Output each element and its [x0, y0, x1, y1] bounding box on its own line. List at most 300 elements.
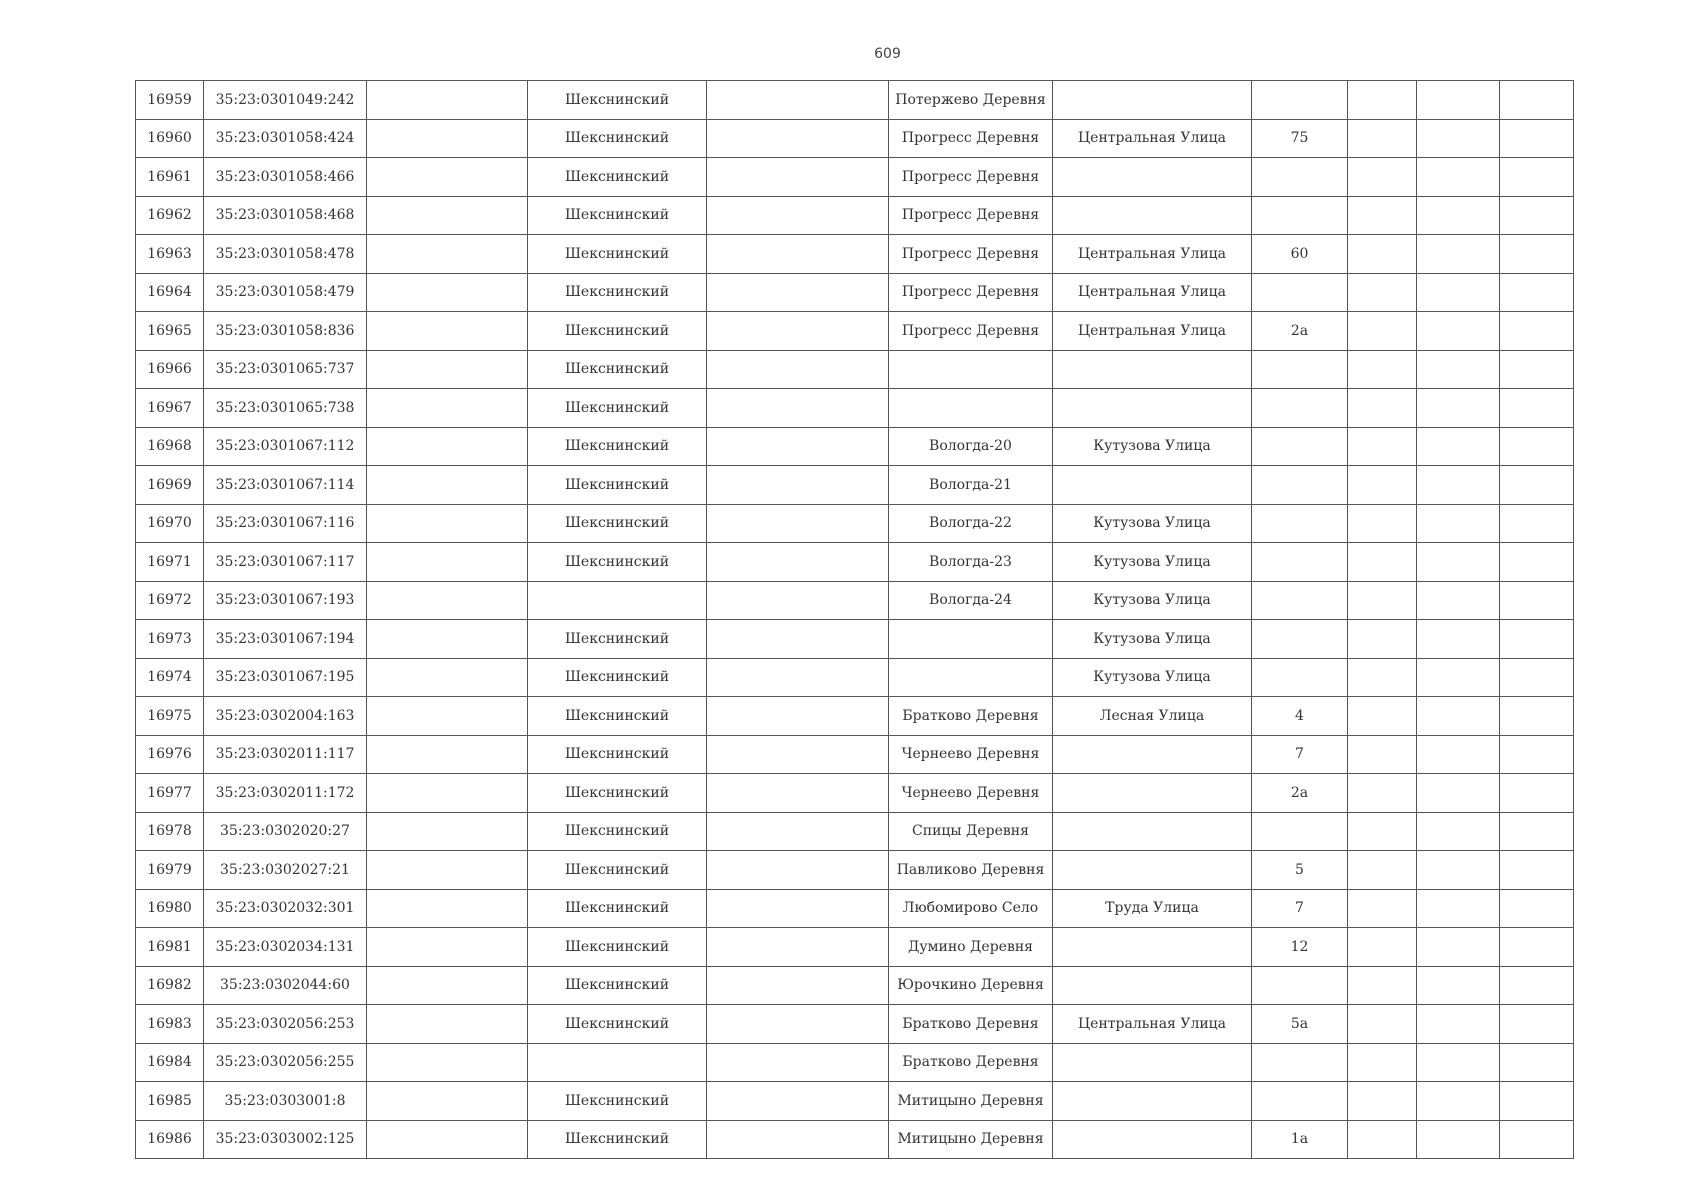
cell-col-11	[1500, 196, 1574, 235]
cell-col-3	[367, 350, 528, 389]
cell-district: Шекснинский	[528, 543, 707, 582]
cell-col-11	[1500, 235, 1574, 274]
cell-col-5	[707, 466, 889, 505]
cell-col-10	[1417, 504, 1500, 543]
cell-col-5	[707, 543, 889, 582]
cell-col-3	[367, 697, 528, 736]
cell-col-11	[1500, 273, 1574, 312]
cell-col-3	[367, 774, 528, 813]
cell-cadastral-number: 35:23:0301065:737	[204, 350, 367, 389]
cell-settlement: Павликово Деревня	[889, 851, 1053, 890]
cell-street: Центральная Улица	[1053, 119, 1252, 158]
table-row	[136, 81, 1574, 120]
cell-house-number	[1252, 158, 1348, 197]
cell-col-10	[1417, 581, 1500, 620]
cell-col-3	[367, 581, 528, 620]
cell-col-5	[707, 1005, 889, 1044]
cell-settlement: Вологда-20	[889, 427, 1053, 466]
cell-col-3	[367, 966, 528, 1005]
cell-col-10	[1417, 196, 1500, 235]
cell-col-9	[1348, 812, 1417, 851]
cell-col-9	[1348, 1043, 1417, 1082]
cell-settlement	[889, 350, 1053, 389]
cell-settlement: Прогресс Деревня	[889, 312, 1053, 351]
cell-settlement: Братково Деревня	[889, 1043, 1053, 1082]
cell-row-number: 16981	[136, 928, 204, 967]
cell-house-number	[1252, 1082, 1348, 1121]
cell-col-11	[1500, 1005, 1574, 1044]
cell-col-11	[1500, 966, 1574, 1005]
table-row	[136, 504, 1574, 543]
table-row	[136, 620, 1574, 659]
cell-street: Кутузова Улица	[1053, 581, 1252, 620]
cell-col-3	[367, 928, 528, 967]
cell-col-11	[1500, 350, 1574, 389]
cell-cadastral-number: 35:23:0301067:114	[204, 466, 367, 505]
cell-col-10	[1417, 620, 1500, 659]
cell-col-3	[367, 851, 528, 890]
cell-col-11	[1500, 158, 1574, 197]
cell-col-10	[1417, 1005, 1500, 1044]
table-row	[136, 1005, 1574, 1044]
cell-house-number	[1252, 658, 1348, 697]
cell-col-9	[1348, 158, 1417, 197]
cell-col-9	[1348, 697, 1417, 736]
cell-district: Шекснинский	[528, 1120, 707, 1159]
cell-settlement: Митицыно Деревня	[889, 1120, 1053, 1159]
cell-col-9	[1348, 581, 1417, 620]
cell-settlement	[889, 389, 1053, 428]
cell-cadastral-number: 35:23:0301058:479	[204, 273, 367, 312]
cell-col-3	[367, 543, 528, 582]
table-row	[136, 735, 1574, 774]
cell-house-number	[1252, 543, 1348, 582]
cell-street	[1053, 1082, 1252, 1121]
cell-house-number	[1252, 620, 1348, 659]
cell-district: Шекснинский	[528, 312, 707, 351]
cell-row-number: 16972	[136, 581, 204, 620]
cell-cadastral-number: 35:23:0301067:195	[204, 658, 367, 697]
cell-col-5	[707, 1082, 889, 1121]
cell-col-11	[1500, 697, 1574, 736]
cell-district: Шекснинский	[528, 158, 707, 197]
cell-col-5	[707, 851, 889, 890]
cell-col-10	[1417, 235, 1500, 274]
cell-house-number	[1252, 966, 1348, 1005]
cell-col-10	[1417, 1120, 1500, 1159]
cell-cadastral-number: 35:23:0303001:8	[204, 1082, 367, 1121]
cell-col-9	[1348, 389, 1417, 428]
cell-col-10	[1417, 697, 1500, 736]
cell-col-3	[367, 273, 528, 312]
table-row	[136, 235, 1574, 274]
cell-col-3	[367, 1082, 528, 1121]
cell-col-5	[707, 620, 889, 659]
cell-district: Шекснинский	[528, 1005, 707, 1044]
cell-col-11	[1500, 812, 1574, 851]
cell-col-9	[1348, 928, 1417, 967]
cell-district: Шекснинский	[528, 1082, 707, 1121]
cell-col-3	[367, 427, 528, 466]
cell-street	[1053, 774, 1252, 813]
cell-col-10	[1417, 658, 1500, 697]
cell-cadastral-number: 35:23:0301067:112	[204, 427, 367, 466]
cell-col-5	[707, 81, 889, 120]
cell-col-10	[1417, 851, 1500, 890]
cell-col-3	[367, 235, 528, 274]
cell-street	[1053, 812, 1252, 851]
table-row	[136, 273, 1574, 312]
cell-col-11	[1500, 81, 1574, 120]
cell-col-5	[707, 196, 889, 235]
cell-row-number: 16977	[136, 774, 204, 813]
cell-col-5	[707, 427, 889, 466]
cell-street	[1053, 350, 1252, 389]
cell-house-number: 2а	[1252, 312, 1348, 351]
cell-col-9	[1348, 466, 1417, 505]
cell-col-5	[707, 735, 889, 774]
cell-col-5	[707, 312, 889, 351]
cell-col-10	[1417, 1043, 1500, 1082]
table-row	[136, 196, 1574, 235]
table-row	[136, 1043, 1574, 1082]
cell-house-number: 5	[1252, 851, 1348, 890]
cell-row-number: 16982	[136, 966, 204, 1005]
cell-street	[1053, 735, 1252, 774]
cell-cadastral-number: 35:23:0301058:468	[204, 196, 367, 235]
table-row	[136, 851, 1574, 890]
cell-col-11	[1500, 581, 1574, 620]
table-row	[136, 158, 1574, 197]
cell-col-9	[1348, 312, 1417, 351]
cell-house-number	[1252, 581, 1348, 620]
cell-col-5	[707, 1043, 889, 1082]
table-row	[136, 1082, 1574, 1121]
cell-col-10	[1417, 928, 1500, 967]
cell-street	[1053, 851, 1252, 890]
cell-street	[1053, 389, 1252, 428]
cell-district: Шекснинский	[528, 273, 707, 312]
cell-house-number: 12	[1252, 928, 1348, 967]
cell-col-5	[707, 235, 889, 274]
cell-col-5	[707, 697, 889, 736]
cell-row-number: 16959	[136, 81, 204, 120]
cell-cadastral-number: 35:23:0302020:27	[204, 812, 367, 851]
cell-col-10	[1417, 774, 1500, 813]
cell-col-9	[1348, 543, 1417, 582]
cell-cadastral-number: 35:23:0301049:242	[204, 81, 367, 120]
table-row	[136, 928, 1574, 967]
table-row	[136, 350, 1574, 389]
cell-district: Шекснинский	[528, 119, 707, 158]
cell-settlement: Юрочкино Деревня	[889, 966, 1053, 1005]
cell-house-number	[1252, 466, 1348, 505]
cell-col-5	[707, 966, 889, 1005]
cell-cadastral-number: 35:23:0301058:478	[204, 235, 367, 274]
cell-cadastral-number: 35:23:0302056:255	[204, 1043, 367, 1082]
cell-street	[1053, 466, 1252, 505]
cell-district: Шекснинский	[528, 658, 707, 697]
cell-district: Шекснинский	[528, 774, 707, 813]
cell-col-10	[1417, 312, 1500, 351]
cell-row-number: 16969	[136, 466, 204, 505]
cell-col-9	[1348, 504, 1417, 543]
cell-street: Кутузова Улица	[1053, 543, 1252, 582]
cell-house-number	[1252, 389, 1348, 428]
cell-col-9	[1348, 851, 1417, 890]
cell-street	[1053, 158, 1252, 197]
cell-col-3	[367, 1120, 528, 1159]
table-row	[136, 466, 1574, 505]
cell-col-11	[1500, 1043, 1574, 1082]
cell-house-number	[1252, 504, 1348, 543]
cell-col-9	[1348, 427, 1417, 466]
cell-street	[1053, 928, 1252, 967]
cell-col-3	[367, 620, 528, 659]
cell-col-10	[1417, 812, 1500, 851]
cell-col-11	[1500, 735, 1574, 774]
cell-street: Кутузова Улица	[1053, 620, 1252, 659]
cell-district: Шекснинский	[528, 81, 707, 120]
cell-col-3	[367, 504, 528, 543]
table-row	[136, 697, 1574, 736]
cell-district: Шекснинский	[528, 504, 707, 543]
cell-house-number: 2а	[1252, 774, 1348, 813]
cell-settlement: Прогресс Деревня	[889, 158, 1053, 197]
table-row	[136, 119, 1574, 158]
table-row	[136, 889, 1574, 928]
cell-row-number: 16976	[136, 735, 204, 774]
cell-col-9	[1348, 1082, 1417, 1121]
cell-col-11	[1500, 1082, 1574, 1121]
cell-house-number: 7	[1252, 889, 1348, 928]
cell-col-11	[1500, 774, 1574, 813]
cell-col-10	[1417, 1082, 1500, 1121]
cell-col-10	[1417, 350, 1500, 389]
table-row	[136, 774, 1574, 813]
cell-col-5	[707, 928, 889, 967]
cell-district: Шекснинский	[528, 889, 707, 928]
cell-row-number: 16984	[136, 1043, 204, 1082]
cell-settlement: Братково Деревня	[889, 1005, 1053, 1044]
cell-row-number: 16973	[136, 620, 204, 659]
cell-col-5	[707, 389, 889, 428]
cell-col-9	[1348, 119, 1417, 158]
cell-col-5	[707, 774, 889, 813]
cell-settlement: Вологда-22	[889, 504, 1053, 543]
cell-row-number: 16975	[136, 697, 204, 736]
cell-row-number: 16966	[136, 350, 204, 389]
cell-row-number: 16980	[136, 889, 204, 928]
cell-house-number	[1252, 350, 1348, 389]
cell-street: Кутузова Улица	[1053, 504, 1252, 543]
cell-district: Шекснинский	[528, 235, 707, 274]
cell-row-number: 16967	[136, 389, 204, 428]
cell-col-10	[1417, 735, 1500, 774]
cell-settlement: Братково Деревня	[889, 697, 1053, 736]
cell-col-3	[367, 1005, 528, 1044]
cell-col-5	[707, 812, 889, 851]
cell-street	[1053, 1043, 1252, 1082]
cell-cadastral-number: 35:23:0301067:117	[204, 543, 367, 582]
table-row	[136, 966, 1574, 1005]
cell-col-5	[707, 158, 889, 197]
cell-house-number	[1252, 427, 1348, 466]
cell-cadastral-number: 35:23:0301065:738	[204, 389, 367, 428]
cell-street: Лесная Улица	[1053, 697, 1252, 736]
cell-cadastral-number: 35:23:0302027:21	[204, 851, 367, 890]
cell-col-11	[1500, 1120, 1574, 1159]
cell-row-number: 16965	[136, 312, 204, 351]
cell-house-number	[1252, 196, 1348, 235]
cell-col-3	[367, 119, 528, 158]
cell-col-10	[1417, 543, 1500, 582]
cell-col-9	[1348, 350, 1417, 389]
cell-cadastral-number: 35:23:0302044:60	[204, 966, 367, 1005]
cell-cadastral-number: 35:23:0302034:131	[204, 928, 367, 967]
cell-street: Центральная Улица	[1053, 273, 1252, 312]
cell-row-number: 16978	[136, 812, 204, 851]
cell-cadastral-number: 35:23:0301058:836	[204, 312, 367, 351]
page-number: 609	[874, 46, 901, 62]
cell-settlement: Думино Деревня	[889, 928, 1053, 967]
cell-settlement: Прогресс Деревня	[889, 235, 1053, 274]
cell-col-9	[1348, 235, 1417, 274]
cell-house-number: 60	[1252, 235, 1348, 274]
cell-row-number: 16964	[136, 273, 204, 312]
cell-col-3	[367, 81, 528, 120]
cell-col-9	[1348, 966, 1417, 1005]
cell-district: Шекснинский	[528, 851, 707, 890]
table-row	[136, 1120, 1574, 1159]
cell-house-number: 7	[1252, 735, 1348, 774]
cell-street	[1053, 196, 1252, 235]
cell-house-number	[1252, 1043, 1348, 1082]
cell-settlement: Чернеево Деревня	[889, 774, 1053, 813]
cell-col-11	[1500, 928, 1574, 967]
cell-col-5	[707, 119, 889, 158]
cell-col-11	[1500, 543, 1574, 582]
cell-col-3	[367, 466, 528, 505]
cell-district: Шекснинский	[528, 966, 707, 1005]
cell-col-3	[367, 158, 528, 197]
cell-house-number: 1а	[1252, 1120, 1348, 1159]
cell-district: Шекснинский	[528, 389, 707, 428]
cell-col-11	[1500, 466, 1574, 505]
cell-row-number: 16971	[136, 543, 204, 582]
cell-col-9	[1348, 1120, 1417, 1159]
cell-col-10	[1417, 158, 1500, 197]
table-row	[136, 427, 1574, 466]
cell-district: Шекснинский	[528, 620, 707, 659]
cell-col-9	[1348, 273, 1417, 312]
cell-district: Шекснинский	[528, 697, 707, 736]
cell-street	[1053, 81, 1252, 120]
table-row	[136, 389, 1574, 428]
cell-cadastral-number: 35:23:0303002:125	[204, 1120, 367, 1159]
cell-district: Шекснинский	[528, 350, 707, 389]
cell-row-number: 16983	[136, 1005, 204, 1044]
cell-row-number: 16986	[136, 1120, 204, 1159]
cell-col-9	[1348, 735, 1417, 774]
cell-row-number: 16963	[136, 235, 204, 274]
cell-settlement	[889, 620, 1053, 659]
cell-settlement: Потержево Деревня	[889, 81, 1053, 120]
cell-street: Центральная Улица	[1053, 1005, 1252, 1044]
cell-cadastral-number: 35:23:0301067:194	[204, 620, 367, 659]
cell-settlement: Вологда-21	[889, 466, 1053, 505]
cell-col-5	[707, 1120, 889, 1159]
cell-row-number: 16974	[136, 658, 204, 697]
cell-district: Шекснинский	[528, 735, 707, 774]
cell-house-number	[1252, 273, 1348, 312]
cell-col-9	[1348, 196, 1417, 235]
cell-col-5	[707, 504, 889, 543]
cell-settlement: Вологда-24	[889, 581, 1053, 620]
cell-house-number	[1252, 812, 1348, 851]
cell-cadastral-number: 35:23:0301058:466	[204, 158, 367, 197]
cell-col-5	[707, 581, 889, 620]
cell-district	[528, 581, 707, 620]
cell-col-11	[1500, 620, 1574, 659]
cell-settlement: Вологда-23	[889, 543, 1053, 582]
cell-street: Кутузова Улица	[1053, 658, 1252, 697]
cell-col-11	[1500, 504, 1574, 543]
cell-cadastral-number: 35:23:0302056:253	[204, 1005, 367, 1044]
cell-col-9	[1348, 1005, 1417, 1044]
cell-district: Шекснинский	[528, 196, 707, 235]
cell-settlement	[889, 658, 1053, 697]
cell-col-3	[367, 1043, 528, 1082]
cell-house-number: 75	[1252, 119, 1348, 158]
cell-col-5	[707, 658, 889, 697]
cell-street	[1053, 1120, 1252, 1159]
table-body	[136, 81, 1574, 1159]
cell-col-10	[1417, 119, 1500, 158]
cell-col-11	[1500, 312, 1574, 351]
cell-col-10	[1417, 81, 1500, 120]
cell-district: Шекснинский	[528, 427, 707, 466]
table-row	[136, 812, 1574, 851]
cell-cadastral-number: 35:23:0302011:172	[204, 774, 367, 813]
cell-cadastral-number: 35:23:0302004:163	[204, 697, 367, 736]
cell-col-11	[1500, 389, 1574, 428]
registry-table	[135, 80, 1574, 1159]
cell-row-number: 16961	[136, 158, 204, 197]
cell-house-number	[1252, 81, 1348, 120]
cell-row-number: 16962	[136, 196, 204, 235]
cell-col-9	[1348, 81, 1417, 120]
cell-col-10	[1417, 889, 1500, 928]
cell-cadastral-number: 35:23:0301058:424	[204, 119, 367, 158]
table-row	[136, 581, 1574, 620]
cell-row-number: 16979	[136, 851, 204, 890]
cell-settlement: Прогресс Деревня	[889, 196, 1053, 235]
cell-col-11	[1500, 889, 1574, 928]
cell-col-3	[367, 889, 528, 928]
cell-col-3	[367, 389, 528, 428]
cell-col-5	[707, 350, 889, 389]
cell-col-3	[367, 735, 528, 774]
cell-col-10	[1417, 273, 1500, 312]
cell-col-3	[367, 196, 528, 235]
cell-house-number: 5а	[1252, 1005, 1348, 1044]
cell-row-number: 16960	[136, 119, 204, 158]
cell-district	[528, 1043, 707, 1082]
cell-settlement: Любомирово Село	[889, 889, 1053, 928]
cell-col-10	[1417, 389, 1500, 428]
cell-street	[1053, 966, 1252, 1005]
